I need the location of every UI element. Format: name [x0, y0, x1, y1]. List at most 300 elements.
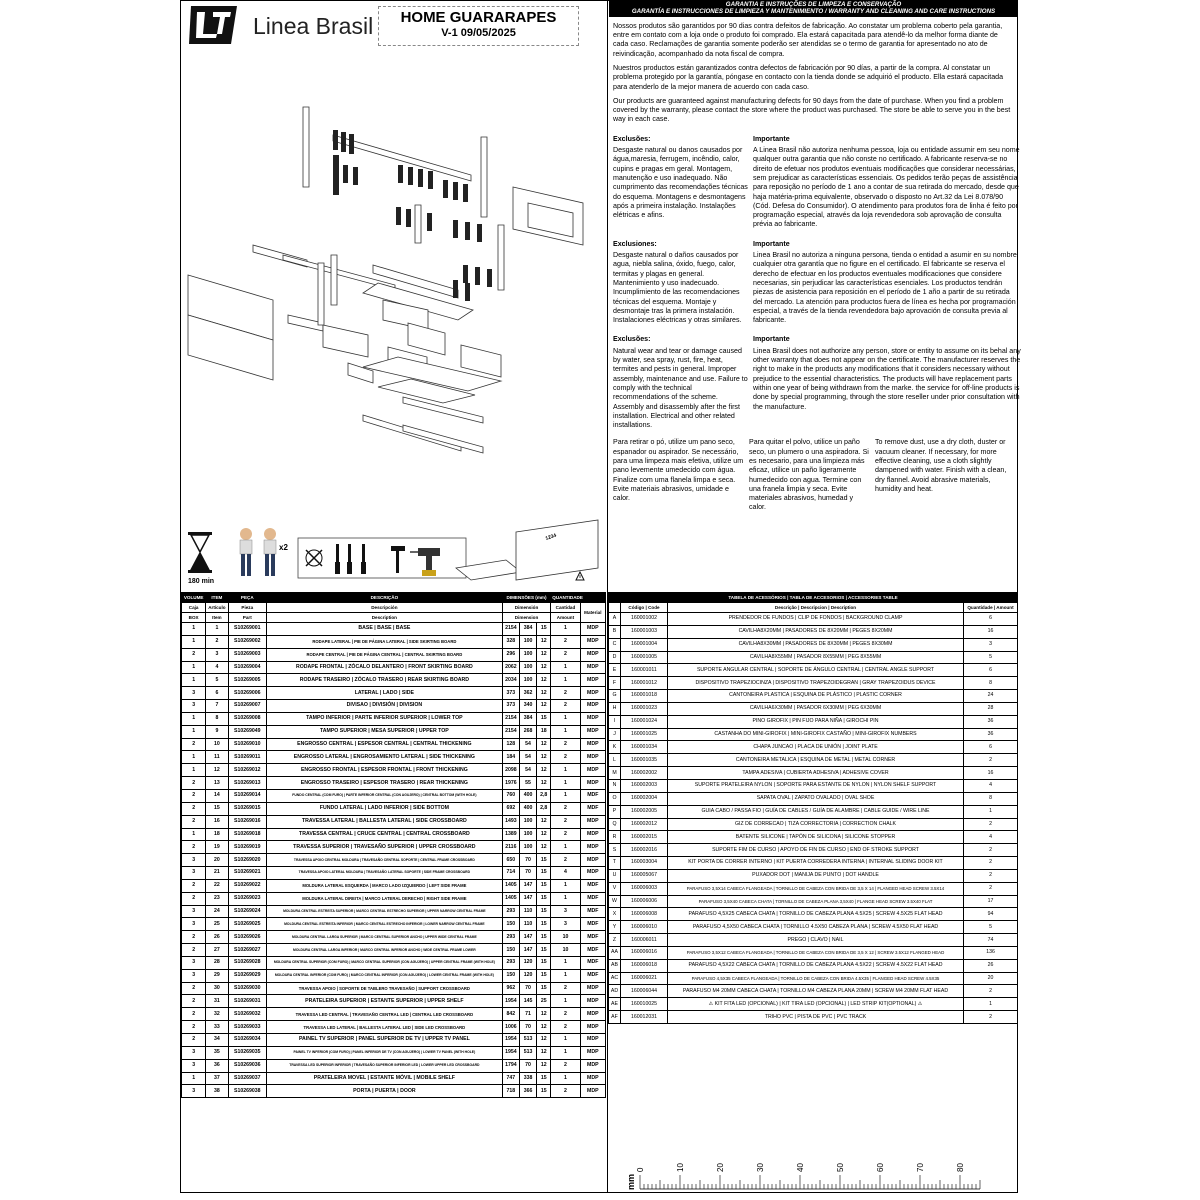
table-cell: 8 — [964, 792, 1018, 805]
table-cell: 760 — [502, 789, 519, 802]
table-cell: PREGO | CLAVO | NAIL — [668, 934, 964, 947]
table-cell: TRAVESSA APOIO LATERAL MOLDURA | TRAVESAÑO LATERAL SOPORTE | SIDE FRAME CROSSBOARD — [266, 867, 502, 880]
table-cell: 338 — [519, 1072, 536, 1085]
table-cell: 2 — [182, 738, 206, 751]
table-row — [609, 754, 1018, 767]
person-icon — [240, 528, 276, 576]
table-row — [609, 921, 1018, 934]
table-cell: Z — [609, 934, 621, 947]
table-cell: ENGROSSO CENTRAL | ESPESOR CENTRAL | CENTRAL THICKENING — [266, 738, 502, 751]
table-cell: ENGROSSO LATERAL | ENGROSAMIENTO LATERAL | SIDE THICKENING — [266, 751, 502, 764]
table-cell: 70 — [519, 982, 536, 995]
table-cell: S10269001 — [228, 623, 266, 636]
packing-mark: 1234 — [544, 532, 558, 542]
table-row — [609, 869, 1018, 882]
table-cell: 2 — [182, 944, 206, 957]
table-cell: 12 — [537, 828, 551, 841]
table-cell: S10269011 — [228, 751, 266, 764]
table-cell: 2 — [551, 802, 580, 815]
table-row — [182, 1085, 606, 1098]
table-row — [182, 982, 606, 995]
table-cell: FUNDO CENTRAL (COM FURO) | PARTE INFERIOR CENTRAL (CON AGUJERO) | CENTRAL BOTTOM (WITH HOLE) — [266, 789, 502, 802]
table-cell: 340 — [519, 700, 536, 713]
hammer-icon — [391, 546, 405, 573]
col-dimensions-es: Dimensión — [502, 603, 551, 613]
col-description: DESCRIÇÃO — [266, 593, 502, 603]
col-dimensions: DIMENSÕES (mm) — [502, 593, 551, 603]
table-cell: 3 — [206, 648, 228, 661]
important-heading: Importante — [753, 335, 790, 344]
table-cell: 3 — [182, 700, 206, 713]
table-row — [609, 908, 1018, 921]
table-cell: 147 — [519, 931, 536, 944]
table-cell: 2 — [182, 841, 206, 854]
table-cell: PUXADOR DOT | MANIJA DE PUNTO | DOT HANDLE — [668, 869, 964, 882]
table-cell: MDP — [580, 1059, 605, 1072]
table-cell: 1 — [551, 764, 580, 777]
table-cell: 692 — [502, 802, 519, 815]
table-cell: PRENDEDOR DE FUNDOS | CLIP DE FONDOS | BACKGROUND CLAMP — [668, 613, 964, 626]
table-cell: 4 — [206, 661, 228, 674]
table-cell: 513 — [519, 1034, 536, 1047]
table-cell: B — [609, 625, 621, 638]
exclusions-heading: Exclusiones: — [613, 239, 657, 248]
col-quantity: QUANTIDADE — [551, 593, 580, 603]
warranty-text-pt: Nossos produtos são garantidos por 90 dias contra defeitos de fabricação. Ao constatar um problema coberto pela garantia, entre em contato com a loja onde o produto foi comprado. Ela estará capacitada para atendê-lo da melhor forma diante de cada caso. Reclamações de garantia somente poderão ser atendidas se o termo de garantia for apresentado no ato de reivindicação, acompanhado da nota fiscal de compra. — [613, 21, 1003, 58]
tools-box — [298, 538, 466, 578]
table-cell: F — [609, 677, 621, 690]
table-cell: 147 — [519, 892, 536, 905]
col-letter-blank — [609, 603, 621, 613]
table-cell: TRAVESSA LED SUPERIOR INFERIOR | TRAVESAÑO SUPERIOR INFERIOR LED | LOWER UPPER LED CROSSBOARD — [266, 1059, 502, 1072]
table-cell: PAINEL TV INFERIOR (COM FURO) | PANEL INFERIOR DE TV (CON AGUJERO) | LOWER TV PANEL (WITH HOLE) — [266, 1046, 502, 1059]
hourglass-icon — [188, 532, 212, 573]
exclusions-text: Natural wear and tear or damage caused by water, sea spray, rust, fire, heat, termites and pests in general. Improper assembly, maintenance and use. Failure to comply with the technical recommendations of the scheme. Assembly and disassembly after the first installation. Electrical and other related installations. — [613, 346, 748, 430]
table-cell: 15 — [537, 1072, 551, 1085]
table-row — [609, 677, 1018, 690]
ruler-label: 40 — [796, 1163, 805, 1172]
table-cell: CAVILHA8X55MM | PASADOR 8X55MM | PEG 8X55MM — [668, 651, 964, 664]
table-cell: PRATELEIRA SUPERIOR | ESTANTE SUPERIOR | UPPER SHELF — [266, 995, 502, 1008]
table-cell: 10 — [206, 738, 228, 751]
table-cell: 2116 — [502, 841, 519, 854]
table-cell: 10 — [551, 944, 580, 957]
table-cell: 2154 — [502, 623, 519, 636]
table-cell: W — [609, 895, 621, 908]
table-cell: 18 — [537, 725, 551, 738]
table-row — [182, 815, 606, 828]
table-cell: 160006008 — [621, 908, 668, 921]
table-cell: 12 — [537, 661, 551, 674]
table-cell: 160006011 — [621, 934, 668, 947]
table-row — [182, 892, 606, 905]
table-cell: S10269032 — [228, 1008, 266, 1021]
table-cell: 296 — [502, 648, 519, 661]
table-row — [609, 985, 1018, 998]
table-cell: 38 — [206, 1085, 228, 1098]
table-cell: 1 — [182, 828, 206, 841]
table-cell: 2 — [182, 995, 206, 1008]
table-row — [609, 702, 1018, 715]
table-cell: 15 — [537, 905, 551, 918]
table-row — [182, 802, 606, 815]
table-cell: 15 — [537, 944, 551, 957]
table-cell: 1 — [551, 969, 580, 982]
table-cell: 12 — [537, 687, 551, 700]
table-cell: 24 — [206, 905, 228, 918]
table-cell: RODAPE TRASEIRO | ZÓCALO TRASERO | REAR SKIRTING BOARD — [266, 674, 502, 687]
table-cell: 54 — [519, 751, 536, 764]
table-row — [609, 972, 1018, 985]
table-cell: CAVILHA6X30MM | PASADOR 6X30MM | PEG 6X30MM — [668, 702, 964, 715]
table-cell: 1 — [551, 892, 580, 905]
table-cell: TAMPO SUPERIOR | MESA SUPERIOR | UPPER TOP — [266, 725, 502, 738]
table-cell: 33 — [206, 1021, 228, 1034]
table-cell: 110 — [519, 918, 536, 931]
table-cell: 747 — [502, 1072, 519, 1085]
table-cell: N — [609, 779, 621, 792]
screwdriver-icon — [335, 544, 366, 574]
table-cell: 12 — [537, 1021, 551, 1034]
table-row — [182, 661, 606, 674]
table-cell: 15 — [537, 1085, 551, 1098]
table-cell: 714 — [502, 867, 519, 880]
col-box-es: Caja — [182, 603, 206, 613]
table-cell: MDP — [580, 751, 605, 764]
table-cell: 12 — [537, 674, 551, 687]
table-cell: MDP — [580, 777, 605, 790]
table-cell: 2 — [182, 1034, 206, 1047]
table-cell: 842 — [502, 1008, 519, 1021]
table-cell: 160001024 — [621, 715, 668, 728]
col-volume: VOLUME — [182, 593, 206, 603]
table-cell: S10269010 — [228, 738, 266, 751]
table-cell: 3 — [182, 1059, 206, 1072]
table-cell: TRIHO PVC | PISTA DE PVC | PVC TRACK — [668, 1011, 964, 1024]
table-cell: E — [609, 664, 621, 677]
table-cell: ENGROSSO FRONTAL | ESPESOR FRONTAL | FRONT THICKENING — [266, 764, 502, 777]
table-cell: 4 — [964, 779, 1018, 792]
table-cell: G — [609, 690, 621, 703]
table-cell: 160001011 — [621, 664, 668, 677]
table-cell: LATERAL | LADO | SIDE — [266, 687, 502, 700]
table-row — [609, 831, 1018, 844]
table-cell: 2 — [182, 777, 206, 790]
col-piece-en: Part — [228, 613, 266, 623]
table-row — [609, 1011, 1018, 1024]
table-cell: TRAVESSA SUPERIOR | TRAVESAÑO SUPERIOR | UPPER CROSSBOARD — [266, 841, 502, 854]
table-cell: X — [609, 908, 621, 921]
table-cell: 293 — [502, 931, 519, 944]
table-cell: 16 — [964, 767, 1018, 780]
table-cell: 5 — [206, 674, 228, 687]
table-cell: S10269026 — [228, 931, 266, 944]
table-cell: SUPORTE FIM DE CURSO | APOYO DE FIN DE CURSO | END OF STROKE SUPPORT — [668, 844, 964, 857]
important-heading: Importante — [753, 239, 790, 248]
table-cell: 184 — [502, 751, 519, 764]
table-cell: 70 — [519, 854, 536, 867]
table-cell: 12 — [537, 815, 551, 828]
table-cell: PARAFUSO 4,5X25 CABECA CHATA | TORNILLO DE CABEZA PLANA 4.5X25 | SCREW 4.5X25 FLAT HEAD — [668, 908, 964, 921]
table-cell: 2 — [964, 869, 1018, 882]
table-cell: PARAFUSO 4,5X22 CABECA CHATA | TORNILLO DE CABEZA PLANA 4.5X22 | SCREW 4.5X22 FLAT HEAD — [668, 959, 964, 972]
col-material: Material — [580, 603, 605, 623]
no-power-tool-icon — [306, 550, 322, 566]
warranty-es-block — [609, 240, 1018, 326]
col-item-en: Item — [206, 613, 228, 623]
table-cell: MDP — [580, 982, 605, 995]
table-cell: PORTA | PUERTA | DOOR — [266, 1085, 502, 1098]
table-cell: 18 — [206, 828, 228, 841]
table-cell: 160002004 — [621, 792, 668, 805]
table-cell: S10269028 — [228, 956, 266, 969]
important-text: Linea Brasil does not authorize any person, store or entity to assume on its behal any other warranty that does not appear on the certificate. The manufacturer reserves the right to make in the products any modifications that it considers necessary without prejudice to the essential characteristics. The products will have replacement parts within one year of being withdrawn from the marke. the service for off-line products is done by special programming, through the store reseller under prior consultation with the manufacture. — [753, 346, 1021, 411]
table-cell: 100 — [519, 648, 536, 661]
table-cell: 513 — [519, 1046, 536, 1059]
table-row — [182, 635, 606, 648]
table-cell: 12 — [537, 841, 551, 854]
table-cell: 373 — [502, 700, 519, 713]
table-cell: S — [609, 844, 621, 857]
table-cell: TRAVESSA APOIO CENTRAL MOLDURA | TRAVESAÑO CENTRAL SOPORTE | CENTRAL FRAME CROSSBOARD — [266, 854, 502, 867]
table-cell: S10269035 — [228, 1046, 266, 1059]
table-cell: 36 — [964, 728, 1018, 741]
table-cell: 2154 — [502, 725, 519, 738]
table-cell: RODAPE CENTRAL | PIE DE PÁGINA CENTRAL | CENTRAL SKIRTING BOARD — [266, 648, 502, 661]
table-cell: 1 — [182, 661, 206, 674]
table-row — [182, 1059, 606, 1072]
table-cell: 15 — [537, 712, 551, 725]
table-cell: 36 — [964, 715, 1018, 728]
table-cell: DIVISAO | DIVISIÓN | DIVISION — [266, 700, 502, 713]
table-cell: MDP — [580, 712, 605, 725]
table-cell: 100 — [519, 815, 536, 828]
table-cell: 12 — [537, 751, 551, 764]
table-row — [182, 841, 606, 854]
table-cell: 1 — [182, 725, 206, 738]
col-acc-description: Descrição | Descripcion | Description — [668, 603, 964, 613]
table-cell: 160006003 — [621, 882, 668, 895]
table-cell: S10269021 — [228, 867, 266, 880]
table-cell: 70 — [519, 1059, 536, 1072]
table-cell: 2 — [964, 818, 1018, 831]
table-cell: 2062 — [502, 661, 519, 674]
table-cell: 9 — [206, 725, 228, 738]
table-cell: 1 — [551, 1072, 580, 1085]
table-cell: 160002015 — [621, 831, 668, 844]
table-cell: ENGROSSO TRASEIRO | ESPESOR TRASERO | REAR THICKENING — [266, 777, 502, 790]
table-row — [182, 648, 606, 661]
table-cell: 1 — [551, 777, 580, 790]
table-cell: 160001012 — [621, 677, 668, 690]
col-item: ITEM — [206, 593, 228, 603]
pieces-table-header — [182, 593, 606, 623]
accessories-title: TABELA DE ACESSÓRIOS | TABLA DE ACCESORIOS | ACCESSORIES TABLE — [609, 593, 1018, 603]
table-cell: 136 — [964, 946, 1018, 959]
col-item-es: Artículo — [206, 603, 228, 613]
table-cell: MDP — [580, 815, 605, 828]
table-cell: 160001004 — [621, 638, 668, 651]
table-cell: 2 — [964, 882, 1018, 895]
table-cell: 21 — [206, 867, 228, 880]
ruler-label: 50 — [836, 1163, 845, 1172]
table-cell: 293 — [502, 905, 519, 918]
table-cell: 2,8 — [537, 789, 551, 802]
table-cell: S10269027 — [228, 944, 266, 957]
table-cell: S10269020 — [228, 854, 266, 867]
cleaning-text-es: Para quitar el polvo, utilice un paño seco, un plumero o una aspiradora. Si es necesario, para una limpieza más eficaz, utilice un paño ligeramente humedecido con agua. Termine con una franela limpia y seca. Evite materiales abrasivos, humedad y calor. — [749, 438, 869, 512]
table-cell: 27 — [206, 944, 228, 957]
table-row — [609, 613, 1018, 626]
ruler-unit: mm — [626, 1173, 636, 1190]
table-cell: 1 — [206, 623, 228, 636]
exclusions-text: Desgaste natural o daños causados por agua, niebla salina, óxido, fuego, calor, termitas y plagas en general. Mantenimiento y uso inadecuado. Incumplimiento de las recomendaciones técnicas del esquema. Montaje y desmontaje tras la primera instalación. Instalaciones eléctricas y otras similares. — [613, 251, 742, 325]
table-cell: PRATELEIRA MOVEL | ESTANTE MÓVIL | MOBILE SHELF — [266, 1072, 502, 1085]
table-cell: 160001023 — [621, 702, 668, 715]
table-cell: 15 — [537, 867, 551, 880]
table-cell: AD — [609, 985, 621, 998]
table-cell: S10269015 — [228, 802, 266, 815]
warning-icon — [576, 572, 584, 580]
warranty-pt-block — [609, 135, 1018, 230]
table-cell: TRAVESSA LED CENTRAL | TRAVESAÑO CENTRAL LED | CENTRAL LED CROSSBOARD — [266, 1008, 502, 1021]
table-cell: 2 — [551, 1021, 580, 1034]
accessories-table-body — [609, 613, 1018, 1024]
table-cell: S10269038 — [228, 1085, 266, 1098]
table-cell: 160001034 — [621, 741, 668, 754]
table-cell: SAPATA OVAL | ZAPATO OVALADO | OVAL SHOE — [668, 792, 964, 805]
table-cell: R — [609, 831, 621, 844]
table-cell: S10269005 — [228, 674, 266, 687]
warranty-section — [609, 0, 1021, 592]
ruler-label: 20 — [716, 1163, 725, 1172]
table-cell: P — [609, 805, 621, 818]
table-cell: MOLDURA CENTRAL INFERIOR (COM FURO) | MARCO CENTRAL INFERIOR (CON AGUJERO) | LOWER CENTRAL FRAME (WITH HOLE) — [266, 969, 502, 982]
table-cell: PARAFUSO 3,5X14 CABECA FLANGEADA | TORNILLO DE CABEZA CON BRIDA DE 3,5 X 14 | FLANGED HEAD SCREW 3.5X14 — [668, 882, 964, 895]
table-cell: S10269002 — [228, 635, 266, 648]
table-cell: 1954 — [502, 1046, 519, 1059]
table-cell: S10269003 — [228, 648, 266, 661]
table-row — [182, 687, 606, 700]
table-cell: D — [609, 651, 621, 664]
col-quantity-es: Cantidad — [551, 603, 580, 613]
table-cell: MDF — [580, 944, 605, 957]
table-cell: 373 — [502, 687, 519, 700]
table-cell: 160002005 — [621, 805, 668, 818]
table-row — [182, 905, 606, 918]
warranty-subtitle: GARANTÍA E INSTRUCCIONES DE LIMPIEZA Y MANTENIMIENTO / WARRANTY AND CLEANING AND CARE INSTRUCTIONS — [631, 8, 996, 16]
table-cell: 384 — [519, 712, 536, 725]
table-cell: 3 — [551, 905, 580, 918]
table-cell: 1 — [551, 789, 580, 802]
table-cell: 100 — [519, 841, 536, 854]
table-cell: TRAVESSA LATERAL | BALLESTA LATERAL | SIDE CROSSBOARD — [266, 815, 502, 828]
table-cell: KIT PORTA DE CORRER INTERNO | KIT PUERTA CORREDERA INTERNA | INTERNAL SLIDING DOOR KIT — [668, 857, 964, 870]
table-cell: S10269030 — [228, 982, 266, 995]
cleaning-block — [609, 438, 1018, 512]
table-cell: 2 — [182, 879, 206, 892]
table-row — [609, 625, 1018, 638]
col-description-es: Descripción — [266, 603, 502, 613]
table-cell: S10269008 — [228, 712, 266, 725]
table-cell: 31 — [206, 995, 228, 1008]
table-cell: MDP — [580, 764, 605, 777]
table-cell: MDF — [580, 892, 605, 905]
table-cell: 35 — [206, 1046, 228, 1059]
table-cell: 15 — [537, 918, 551, 931]
table-cell: S10269012 — [228, 764, 266, 777]
measurement-ruler — [628, 1140, 988, 1190]
table-cell: MDP — [580, 648, 605, 661]
table-cell: 366 — [519, 1085, 536, 1098]
table-cell: S10269034 — [228, 1034, 266, 1047]
table-cell: PARAFUSO M4 20MM CABECA CHATA | TORNILLO M4 CABEZA PLANA 20MM | SCREW M4 20MM FLAT HEAD — [668, 985, 964, 998]
table-cell: S10269018 — [228, 828, 266, 841]
table-cell: 3 — [182, 918, 206, 931]
table-row — [182, 1072, 606, 1085]
table-cell: MDF — [580, 905, 605, 918]
table-cell: 160012031 — [621, 1011, 668, 1024]
table-cell: 8 — [964, 677, 1018, 690]
table-cell: TRAVESSA CENTRAL | CRUCE CENTRAL | CENTRAL CROSSBOARD — [266, 828, 502, 841]
table-cell: 15 — [537, 969, 551, 982]
table-cell: 94 — [964, 908, 1018, 921]
table-row — [609, 934, 1018, 947]
table-cell: 26 — [206, 931, 228, 944]
table-row — [609, 690, 1018, 703]
table-cell: 2 — [551, 700, 580, 713]
table-cell: 1 — [551, 956, 580, 969]
table-cell: BASE | BASE | BASE — [266, 623, 502, 636]
table-cell: FUNDO LATERAL | LADO INFERIOR | SIDE BOTTOM — [266, 802, 502, 815]
table-cell: MDF — [580, 802, 605, 815]
brand-name: Linea Brasil — [253, 13, 374, 39]
table-cell: MDP — [580, 828, 605, 841]
table-cell: AE — [609, 998, 621, 1011]
table-cell: MDF — [580, 931, 605, 944]
table-cell: 1 — [551, 661, 580, 674]
table-cell: 1389 — [502, 828, 519, 841]
ruler-label: 70 — [916, 1163, 925, 1172]
table-cell: SUPORTE ANGULAR CENTRAL | SOPORTE DE ÁNGULO CENTRAL | CENTRAL ANGLE SUPPORT — [668, 664, 964, 677]
table-cell: 12 — [537, 1059, 551, 1072]
table-cell: 1 — [182, 751, 206, 764]
table-cell: 150 — [502, 969, 519, 982]
col-box-en: BOX — [182, 613, 206, 623]
table-cell: 71 — [519, 1008, 536, 1021]
product-version: V-1 09/05/2025 — [441, 27, 516, 39]
table-cell: 147 — [519, 944, 536, 957]
table-cell: CHAPA JUNCAO | PLACA DE UNIÓN | JOINT PLATE — [668, 741, 964, 754]
table-cell: MDP — [580, 738, 605, 751]
table-cell: 100 — [519, 661, 536, 674]
table-cell: 160001018 — [621, 690, 668, 703]
table-cell: 28 — [206, 956, 228, 969]
table-row — [609, 728, 1018, 741]
table-cell: 15 — [537, 931, 551, 944]
table-cell: J — [609, 728, 621, 741]
table-cell: Y — [609, 921, 621, 934]
table-cell: 3 — [551, 918, 580, 931]
table-cell: 293 — [502, 956, 519, 969]
table-cell: 120 — [519, 956, 536, 969]
table-row — [182, 969, 606, 982]
col-code: Código | Code — [621, 603, 668, 613]
table-cell: 1 — [964, 805, 1018, 818]
table-cell: 2 — [551, 1059, 580, 1072]
accessories-table — [608, 592, 1018, 1024]
table-row — [609, 844, 1018, 857]
